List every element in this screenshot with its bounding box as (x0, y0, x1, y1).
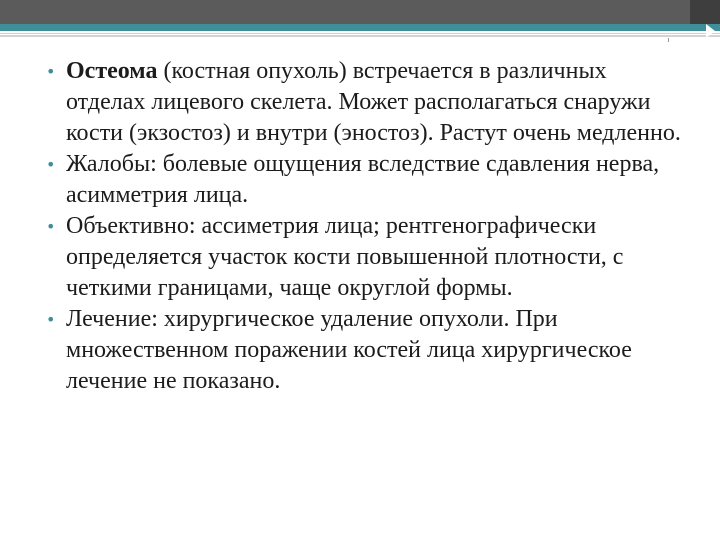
bullet-text: Объективно: ассиметрия лица; рентгенографически определяется участок кости повышенной плотности, с четкими границами, чаще округлой формы. (66, 213, 624, 301)
slide-body (46, 56, 686, 397)
bullet-icon: • (46, 217, 56, 236)
bullet-term: Остеома (66, 58, 158, 84)
bullet-text: (костная опухоль) встречается в различных отделах лицевого скелета. Может располагаться снаружи кости (экзостоз) и внутри (эностоз). Растут очень медленно. (66, 58, 681, 146)
bullet-icon: • (46, 310, 56, 329)
bullet-text: Лечение: хирургическое удаление опухоли. При множественном поражении костей лица хирургическое лечение не показано. (66, 306, 632, 394)
bullet-icon: • (46, 62, 56, 81)
bullet-icon: • (46, 155, 56, 174)
bullet-list (46, 56, 686, 397)
accent-stripe (0, 24, 720, 31)
bullet-text: Жалобы: болевые ощущения вследствие сдавления нерва, асимметрия лица. (66, 151, 660, 208)
bullet-item-complaints (46, 149, 686, 211)
divider-line-thin (0, 34, 720, 35)
tick-mark (668, 38, 669, 42)
bullet-item-objective (46, 211, 686, 304)
bullet-item-treatment (46, 304, 686, 397)
bullet-item-osteoma (46, 56, 686, 149)
triangle-marker-icon (706, 24, 715, 38)
header-corner-block (690, 0, 720, 24)
header-band (0, 0, 720, 24)
